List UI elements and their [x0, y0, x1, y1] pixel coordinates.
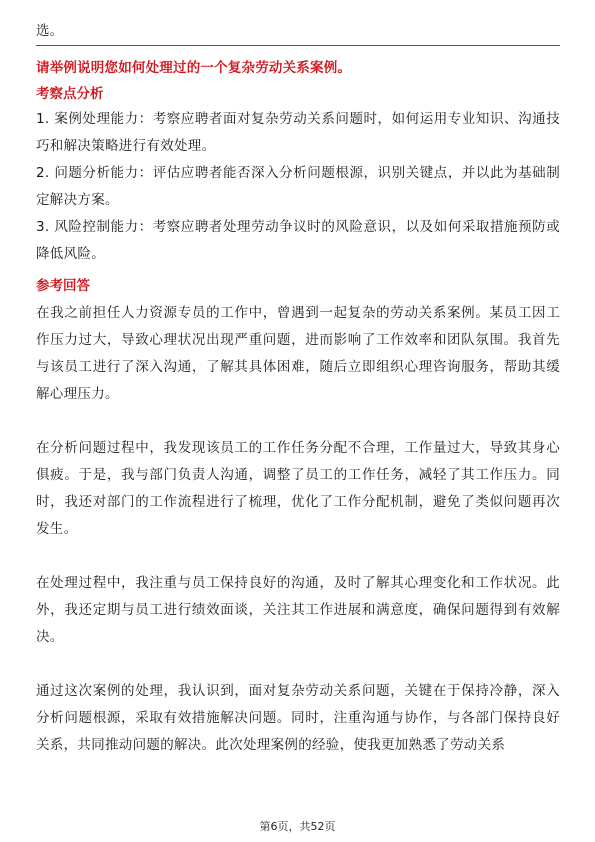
answer-body: [36, 300, 560, 759]
analysis-point: 2. 问题分析能力：评估应聘者能否深入分析问题根源，识别关键点，并以此为基础制定解决方案。: [36, 165, 560, 208]
answer-paragraph: 在我之前担任人力资源专员的工作中，曾遇到一起复杂的劳动关系案例。某员工因工作压力过大，导致心理状况出现严重问题，进而影响了工作效率和团队氛围。我首先与该员工进行了深入沟通，了解其具体困难，随后立即组织心理咨询服务，帮助其缓解心理压力。: [36, 305, 560, 402]
answer-paragraph: 在分析问题过程中，我发现该员工的工作任务分配不合理，工作量过大，导致其身心俱疲。于是，我与部门负责人沟通，调整了员工的工作任务，减轻了其工作压力。同时，我还对部门的工作流程进行了梳理，优化了工作分配机制，避免了类似问题再次发生。: [36, 440, 560, 537]
analysis-points: [36, 106, 560, 268]
analysis-point: 1. 案例处理能力：考察应聘者面对复杂劳动关系问题时，如何运用专业知识、沟通技巧和解决策略进行有效处理。: [36, 111, 560, 154]
interview-question: 请举例说明您如何处理过的一个复杂劳动关系案例。: [36, 60, 352, 76]
analysis-point: 3. 风险控制能力：考察应聘者处理劳动争议时的风险意识，以及如何采取措施预防或降低风险。: [36, 219, 560, 262]
answer-paragraph: 在处理过程中，我注重与员工保持良好的沟通，及时了解其心理变化和工作状况。此外，我还定期与员工进行绩效面谈，关注其工作进展和满意度，确保问题得到有效解决。: [36, 575, 560, 645]
answer-paragraph: 通过这次案例的处理，我认识到，面对复杂劳动关系问题，关键在于保持冷静，深入分析问题根源，采取有效措施解决问题。同时，注重沟通与协作，与各部门保持良好关系，共同推动问题的解决。此次处理案例的经验，使我更加熟悉了劳动关系: [36, 683, 560, 753]
carry-over-text: 选。: [36, 18, 560, 46]
page-number: 第6页，共52页: [259, 820, 336, 833]
answer-heading: 参考回答: [36, 278, 90, 294]
document-page: [36, 18, 560, 818]
analysis-heading: 考察点分析: [36, 86, 104, 102]
